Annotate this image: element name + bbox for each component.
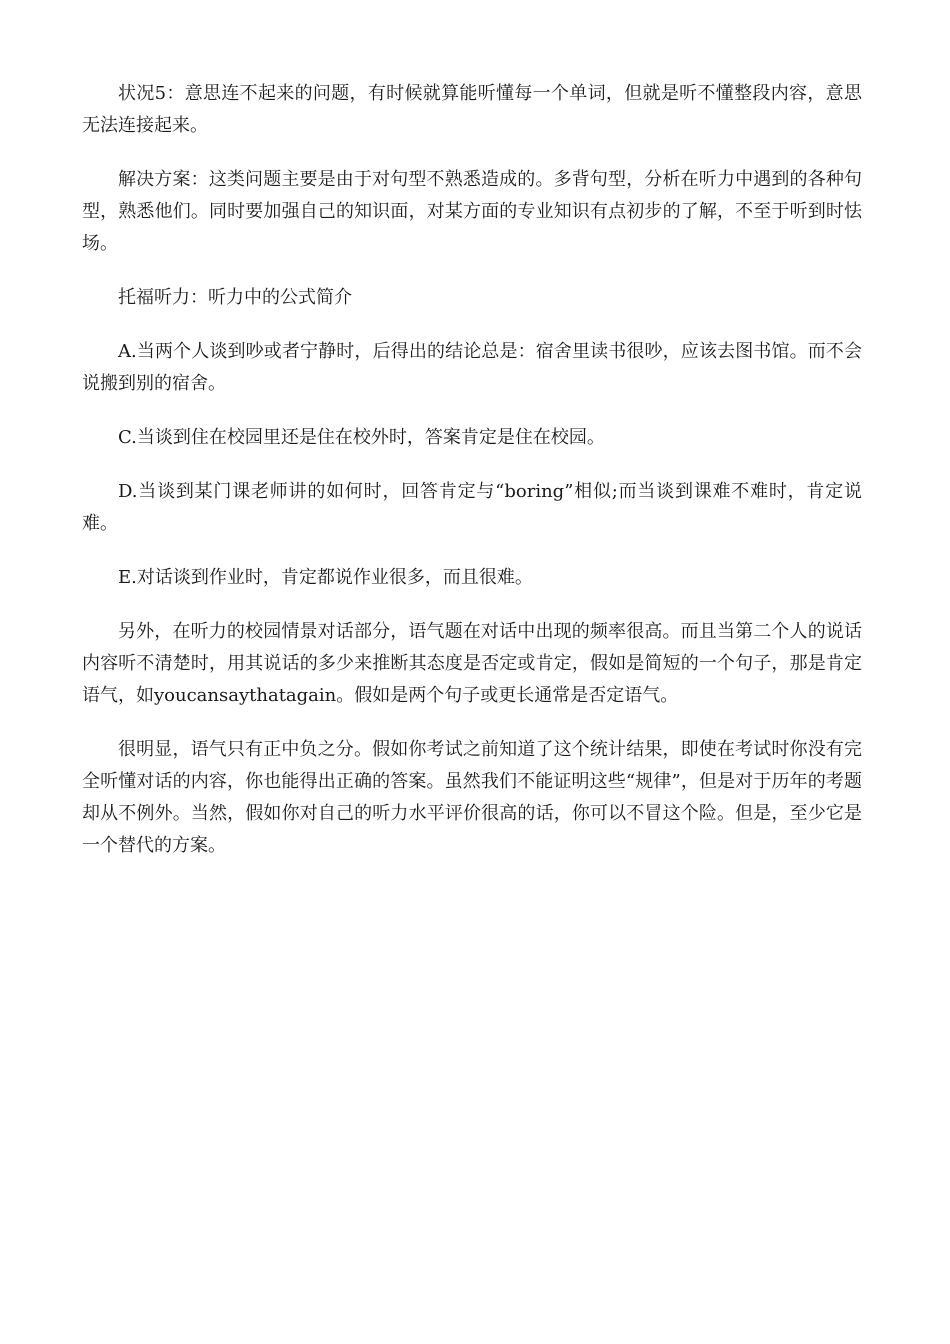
paragraph-formula-c: C.当谈到住在校园里还是住在校外时，答案肯定是住在校园。 <box>118 427 605 448</box>
paragraph-formula-d: D.当谈到某门课老师讲的如何时，回答肯定与“boring”相似;而当谈到课难不难时，肯定说难。 <box>82 481 862 534</box>
paragraph-situation-5: 状况5：意思连不起来的问题，有时候就算能听懂每一个单词，但就是听不懂整段内容，意思无法连接起来。 <box>82 83 862 136</box>
paragraph-conclusion: 很明显，语气只有正中负之分。假如你考试之前知道了这个统计结果，即使在考试时你没有完全听懂对话的内容，你也能得出正确的答案。虽然我们不能证明这些“规律”，但是对于历年的考题却从不例外。当然，假如你对自己的听力水平评价很高的话，你可以不冒这个险。但是，至少它是一个替代的方案。 <box>82 739 862 856</box>
paragraph-tone-questions: 另外，在听力的校园情景对话部分，语气题在对话中出现的频率很高。而且当第二个人的说话内容听不清楚时，用其说话的多少来推断其态度是否定或肯定，假如是简短的一个句子，那是肯定语气，如youcansaythatagain。假如是两个句子或更长通常是否定语气。 <box>82 621 862 706</box>
paragraph-formula-e: E.对话谈到作业时，肯定都说作业很多，而且很难。 <box>118 567 533 588</box>
paragraph-section-heading: 托福听力：听力中的公式简介 <box>118 287 352 308</box>
paragraph-solution: 解决方案：这类问题主要是由于对句型不熟悉造成的。多背句型，分析在听力中遇到的各种句型，熟悉他们。同时要加强自己的知识面，对某方面的专业知识有点初步的了解，不至于听到时怯场。 <box>82 169 862 254</box>
document-body <box>82 78 862 884</box>
paragraph-formula-a: A.当两个人谈到吵或者宁静时，后得出的结论总是：宿舍里读书很吵，应该去图书馆。而不会说搬到别的宿舍。 <box>82 341 862 394</box>
